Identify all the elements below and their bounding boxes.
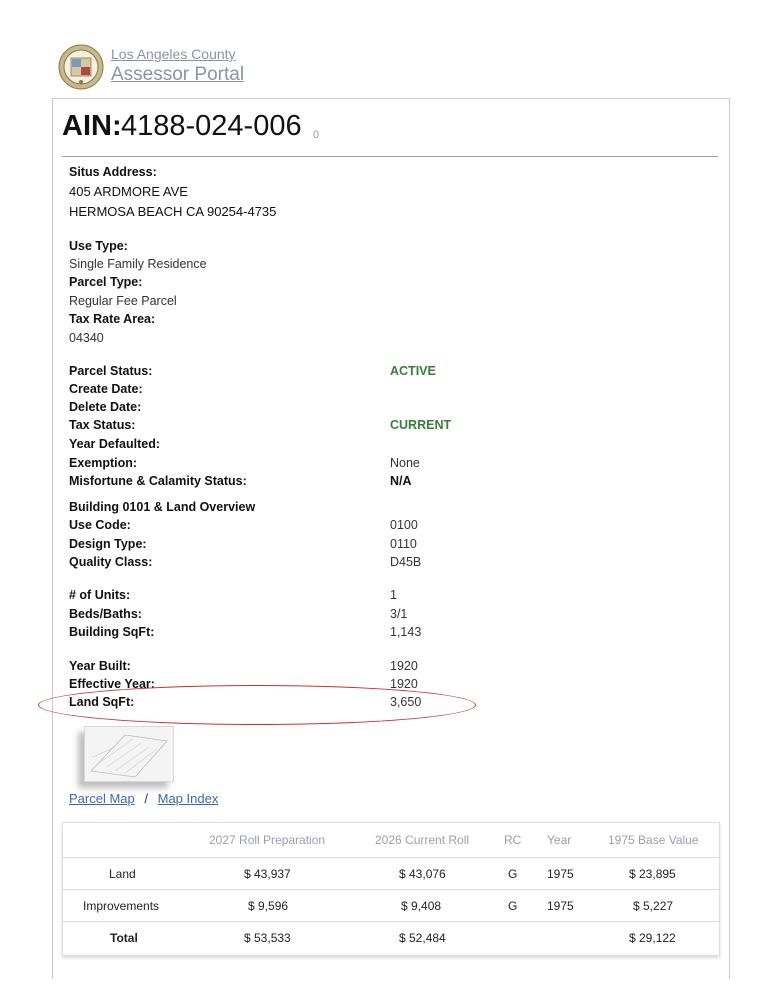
year-built-value: 1920 [390,659,418,673]
table-cell: $ 23,895 [629,867,676,881]
parcel-map-sketch-icon [85,727,173,781]
use-type-label: Use Type: [69,239,128,253]
parcel-status-value: ACTIVE [390,364,436,378]
ain-label: AIN: [62,110,122,142]
column-header: 2027 Roll Preparation [209,833,326,847]
effective-year-label: Effective Year: [69,677,155,691]
table-cell: $ 9,596 [248,899,289,913]
parcel-map-thumbnail[interactable] [84,726,174,782]
beds-baths-label: Beds/Baths: [69,607,142,621]
parcel-type-value: Regular Fee Parcel [69,294,177,308]
table-row [63,921,719,954]
table-cell: $ 43,076 [399,867,446,881]
building-sqft-value: 1,143 [390,625,422,639]
use-type-value: Single Family Residence [69,257,207,271]
design-type-label: Design Type: [69,537,147,551]
tax-status-value: CURRENT [390,418,452,432]
situs-address-line2: HERMOSA BEACH CA 90254-4735 [69,204,277,219]
table-cell: $ 29,122 [629,931,676,945]
ain-suffix: 0 [313,129,320,141]
parcel-type-label: Parcel Type: [69,275,143,289]
table-cell: G [508,867,518,881]
exemption-value: None [390,456,420,470]
link-separator: / [144,791,148,806]
misfortune-status-value: N/A [390,474,412,488]
ain-divider [62,156,718,157]
org-name-link[interactable]: Los Angeles County [111,46,236,62]
parcel-status-label: Parcel Status: [69,364,153,378]
exemption-label: Exemption: [69,456,138,470]
delete-date-label: Delete Date: [69,400,142,414]
row-label: Land [109,867,136,881]
quality-class-value: D45B [390,555,422,569]
table-cell: $ 52,484 [399,931,446,945]
row-label: Total [110,931,138,945]
year-defaulted-label: Year Defaulted: [69,437,161,451]
tax-rate-area-label: Tax Rate Area: [69,312,156,326]
misfortune-status-label: Misfortune & Calamity Status: [69,474,247,488]
table-cell: 1975 [547,899,574,913]
table-cell: $ 9,408 [401,899,442,913]
use-code-label: Use Code: [69,518,131,532]
year-built-label: Year Built: [69,659,131,673]
column-header: 2026 Current Roll [375,833,470,847]
table-header-row [63,823,719,855]
ain-value: 4188-024-006 [121,110,302,142]
table-cell: G [508,899,518,913]
column-header: Year [547,833,572,847]
land-sqft-label: Land SqFt: [69,695,135,709]
situs-address-label: Situs Address: [69,165,157,179]
use-code-value: 0100 [390,518,418,532]
land-sqft-value: 3,650 [390,695,422,709]
map-links [69,791,218,806]
units-label: # of Units: [69,588,131,602]
map-index-link[interactable]: Map Index [157,791,219,806]
situs-address-line1: 405 ARDMORE AVE [69,184,188,199]
portal-name-link[interactable]: Assessor Portal [111,64,245,85]
column-header: RC [504,833,522,847]
table-cell: $ 5,227 [633,899,674,913]
tax-status-label: Tax Status: [69,418,136,432]
land-sqft-highlight-ellipse [38,685,476,725]
tax-rate-area-value: 04340 [69,331,104,345]
table-cell: 1975 [547,867,574,881]
column-header: 1975 Base Value [608,833,699,847]
parcel-map-link[interactable]: Parcel Map [69,791,135,806]
table-cell: $ 53,533 [244,931,291,945]
building-sqft-label: Building SqFt: [69,625,155,639]
table-cell: $ 43,937 [244,867,291,881]
design-type-value: 0110 [390,537,417,551]
building-overview-heading: Building 0101 & Land Overview [69,500,256,514]
units-value: 1 [390,588,397,602]
beds-baths-value: 3/1 [390,607,408,621]
county-seal-icon [58,44,104,90]
effective-year-value: 1920 [390,677,418,691]
table-row [63,857,719,890]
create-date-label: Create Date: [69,382,143,396]
row-label: Improvements [83,899,160,913]
table-row [63,889,719,922]
value-table [62,822,720,956]
quality-class-label: Quality Class: [69,555,153,569]
